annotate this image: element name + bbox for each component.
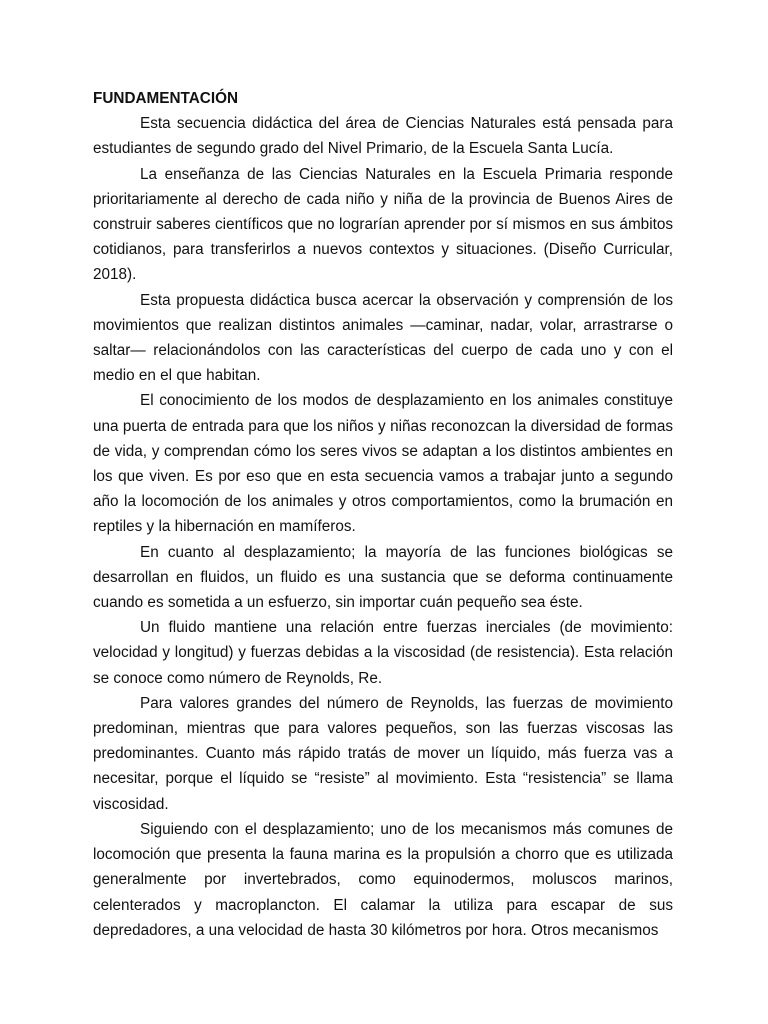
paragraph-locomocion: Siguiendo con el desplazamiento; uno de los mecanismos más comunes de locomoción que presenta la fauna marina es la propulsión a chorro que es utilizada generalmente por invertebrados, como equinodermos, moluscos marinos, celenterados y macroplancton. El calamar la utiliza para escapar de sus depredadores, a una velocidad de hasta 30 kilómetros por hora. Otros mecanismos <box>93 820 673 939</box>
section-heading: FUNDAMENTACIÓN <box>93 90 239 107</box>
document-body <box>93 86 673 943</box>
paragraph-propuesta: Esta propuesta didáctica busca acercar la observación y comprensión de los movimientos que realizan distintos animales —caminar, nadar, volar, arrastrarse o saltar— relacionándolos con las características del cuerpo de cada uno y con el medio en el que habitan. <box>93 291 673 385</box>
paragraph-fluido: Un fluido mantiene una relación entre fuerzas inerciales (de movimiento: velocidad y longitud) y fuerzas debidas a la viscosidad (de resistencia). Esta relación se conoce como número de Reynolds, Re. <box>93 619 673 687</box>
paragraph-reynolds: Para valores grandes del número de Reynolds, las fuerzas de movimiento predominan, mientras que para valores pequeños, son las fuerzas viscosas las predominantes. Cuanto más rápido tratás de mover un líquido, más fuerza vas a necesitar, porque el líquido se “resiste” al movimiento. Esta “resistencia” se llama viscosidad. <box>93 694 673 813</box>
paragraph-desplazamiento: En cuanto al desplazamiento; la mayoría de las funciones biológicas se desarrollan en fluidos, un fluido es una sustancia que se deforma continuamente cuando es sometida a un esfuerzo, sin importar cuán pequeño sea éste. <box>93 543 673 612</box>
paragraph-conocimiento: El conocimiento de los modos de desplazamiento en los animales constituye una puerta de entrada para que los niños y niñas reconozcan la diversidad de formas de vida, y comprendan cómo los seres vivos se adaptan a los distintos ambientes en los que viven. Es por eso que en esta secuencia vamos a trabajar junto a segundo año la locomoción de los animales y otros comportamientos, como la brumación en reptiles y la hibernación en mamíferos. <box>93 392 673 536</box>
paragraph-ensenanza: La enseñanza de las Ciencias Naturales en la Escuela Primaria responde prioritariamente al derecho de cada niño y niña de la provincia de Buenos Aires de construir saberes científicos que no lograrían aprender por sí mismos en sus ámbitos cotidianos, para transferirlos a nuevos contextos y situaciones. (Diseño Curricular, 2018). <box>93 165 673 284</box>
paragraph-intro: Esta secuencia didáctica del área de Ciencias Naturales está pensada para estudiantes de segundo grado del Nivel Primario, de la Escuela Santa Lucía. <box>93 115 673 158</box>
